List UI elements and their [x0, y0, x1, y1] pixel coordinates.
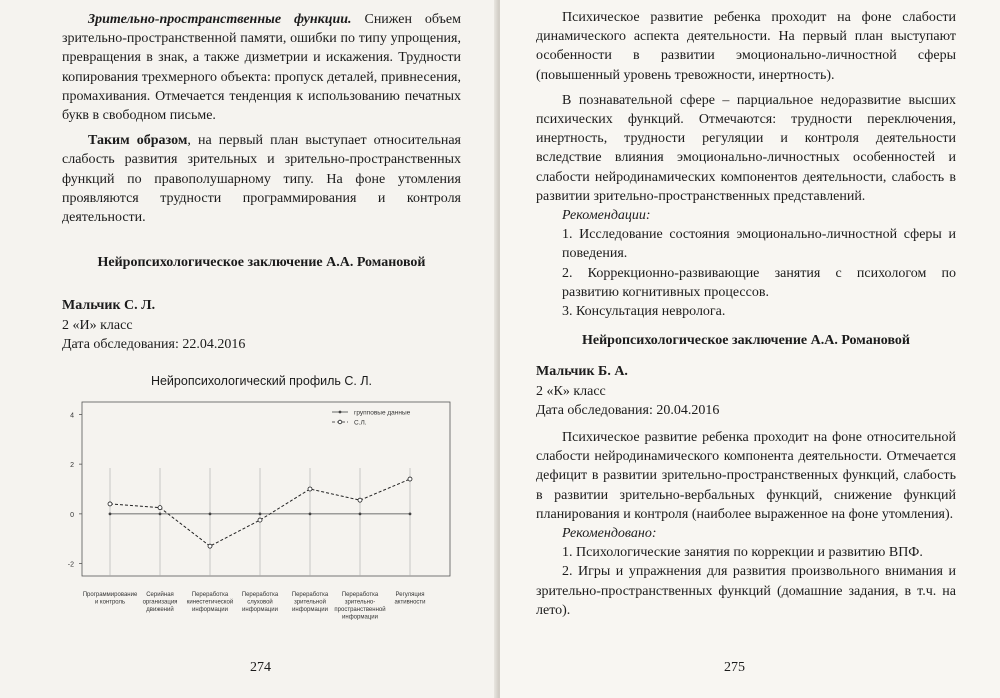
series-group-point	[159, 513, 162, 516]
x-category-label: Серийная организация движений	[142, 592, 178, 614]
recommendation-1: 1. Исследование состояния эмоционально-личностной сферы и поведения.	[562, 227, 956, 262]
series-group-point	[259, 513, 262, 516]
lead-bold: Таким образом	[88, 133, 188, 149]
chart-caption: Нейропсихологический профиль С. Л.	[150, 374, 373, 389]
page-number-right: 275	[724, 660, 745, 675]
plot-frame	[82, 402, 450, 576]
recommended-label: Рекомендовано:	[562, 526, 657, 542]
legend-group-label: групповые данные	[354, 409, 411, 417]
y-tick-label: -2	[67, 561, 74, 569]
paragraph-visuospatial: Зрительно-пространственные функции. Снижен объем зрительно-пространственной памяти, ошибки по типу упрощения, превращения в знак, а также дизметрии и искажения. Трудности копирования трехмерного объекта: пропуск деталей, привнесения, промахивания. Отмечается тенденция к использованию печатных букв в свободном письме.	[62, 12, 461, 124]
series-sl-point	[308, 487, 312, 491]
recommendation-3: 3. Консультация невролога.	[562, 304, 726, 320]
recommendations-label: Рекомендации:	[562, 208, 651, 224]
legend-sl-label: С.Л.	[354, 419, 367, 427]
series-group-point	[409, 513, 412, 516]
x-category-label: Переработка зрительно-пространственной информации	[334, 592, 386, 621]
paragraph-title: Зрительно-пространственные функции.	[88, 12, 352, 27]
paragraph-right-2: В познавательной сфере – парциальное недоразвитие высших психических функций. Отмечаются: трудности переключения, инертность, трудности регуляции и контроля деятельности вследствие влияния эмоционально-личностных особенностей и слабости нейродинамических компонентов деятельности, слабость в развитии зрительно-пространственных представлений.	[536, 92, 956, 204]
patient-name-right: Мальчик Б. А.	[536, 364, 628, 380]
patient-name-left: Мальчик С. Л.	[62, 298, 156, 314]
x-category-label: Регуляция активности	[394, 592, 426, 606]
exam-date-right: Дата обследования: 20.04.2016	[536, 402, 720, 418]
x-category-label: Программирование и контроль	[82, 592, 138, 606]
legend-sl-marker	[338, 420, 342, 424]
legend-group-marker	[339, 411, 342, 414]
series-sl-point	[258, 518, 262, 522]
recommendation-2: 2. Коррекционно-развивающие занятия с психологом по развитию когнитивных процессов.	[562, 265, 956, 300]
y-tick-label: 2	[70, 462, 74, 470]
series-group-point	[309, 513, 312, 516]
section-heading-left: Нейропсихологическое заключение А.А. Романовой	[97, 255, 426, 271]
recommended-2: 2. Игры и упражнения для развития произвольного внимания и зрительно-пространственных функций (домашние задания, в т.ч. на лето).	[536, 564, 956, 618]
x-category-label: Переработка слуховой информации	[241, 592, 279, 614]
paragraph-conclusion: Таким образом, на первый план выступает относительная слабость развития зрительных и зрительно-пространственных функций по правополушарному типу. На фоне утомления проявляются трудности программирования и контроля деятельности.	[62, 133, 461, 226]
x-category-label: Переработка зрительной информации	[291, 592, 329, 614]
x-category-label: Переработка кинестетической информации	[186, 592, 234, 614]
recommended-1: 1. Психологические занятия по коррекции и развитию ВПФ.	[562, 545, 923, 561]
y-tick-label: 4	[70, 412, 74, 420]
left-page	[0, 0, 497, 698]
series-sl-point	[208, 544, 212, 548]
chart-container	[62, 394, 462, 624]
series-group-point	[109, 513, 112, 516]
paragraph-right-3: Психическое развитие ребенка проходит на фоне относительной слабости нейродинамического компонента деятельности. Отмечается дефицит в развитии зрительно-пространственных функций, слабость в развитии зрительно-вербальных функций, снижение функций планирования и контроля (наиболее выраженное на фоне утомления).	[536, 430, 956, 522]
section-heading-right: Нейропсихологическое заключение А.А. Романовой	[582, 333, 910, 349]
neuropsych-profile-chart	[62, 394, 462, 624]
right-page	[500, 0, 1000, 698]
series-group-point	[359, 513, 362, 516]
series-sl-point	[108, 502, 112, 506]
series-group-point	[209, 513, 212, 516]
y-tick-label: 0	[70, 511, 74, 519]
exam-date-left: Дата обследования: 22.04.2016	[62, 336, 246, 352]
series-sl-point	[158, 506, 162, 510]
series-sl-point	[358, 498, 362, 502]
paragraph-right-1: Психическое развитие ребенка проходит на фоне слабости динамического аспекта деятельности. На первый план выступают особенности в развитии эмоционально-личностной сферы (повышенный уровень тревожности, инертность).	[536, 10, 956, 83]
patient-class-left: 2 «И» класс	[62, 317, 133, 333]
page-number-left: 274	[250, 660, 271, 675]
patient-class-right: 2 «К» класс	[536, 383, 606, 399]
series-sl-point	[408, 477, 412, 481]
